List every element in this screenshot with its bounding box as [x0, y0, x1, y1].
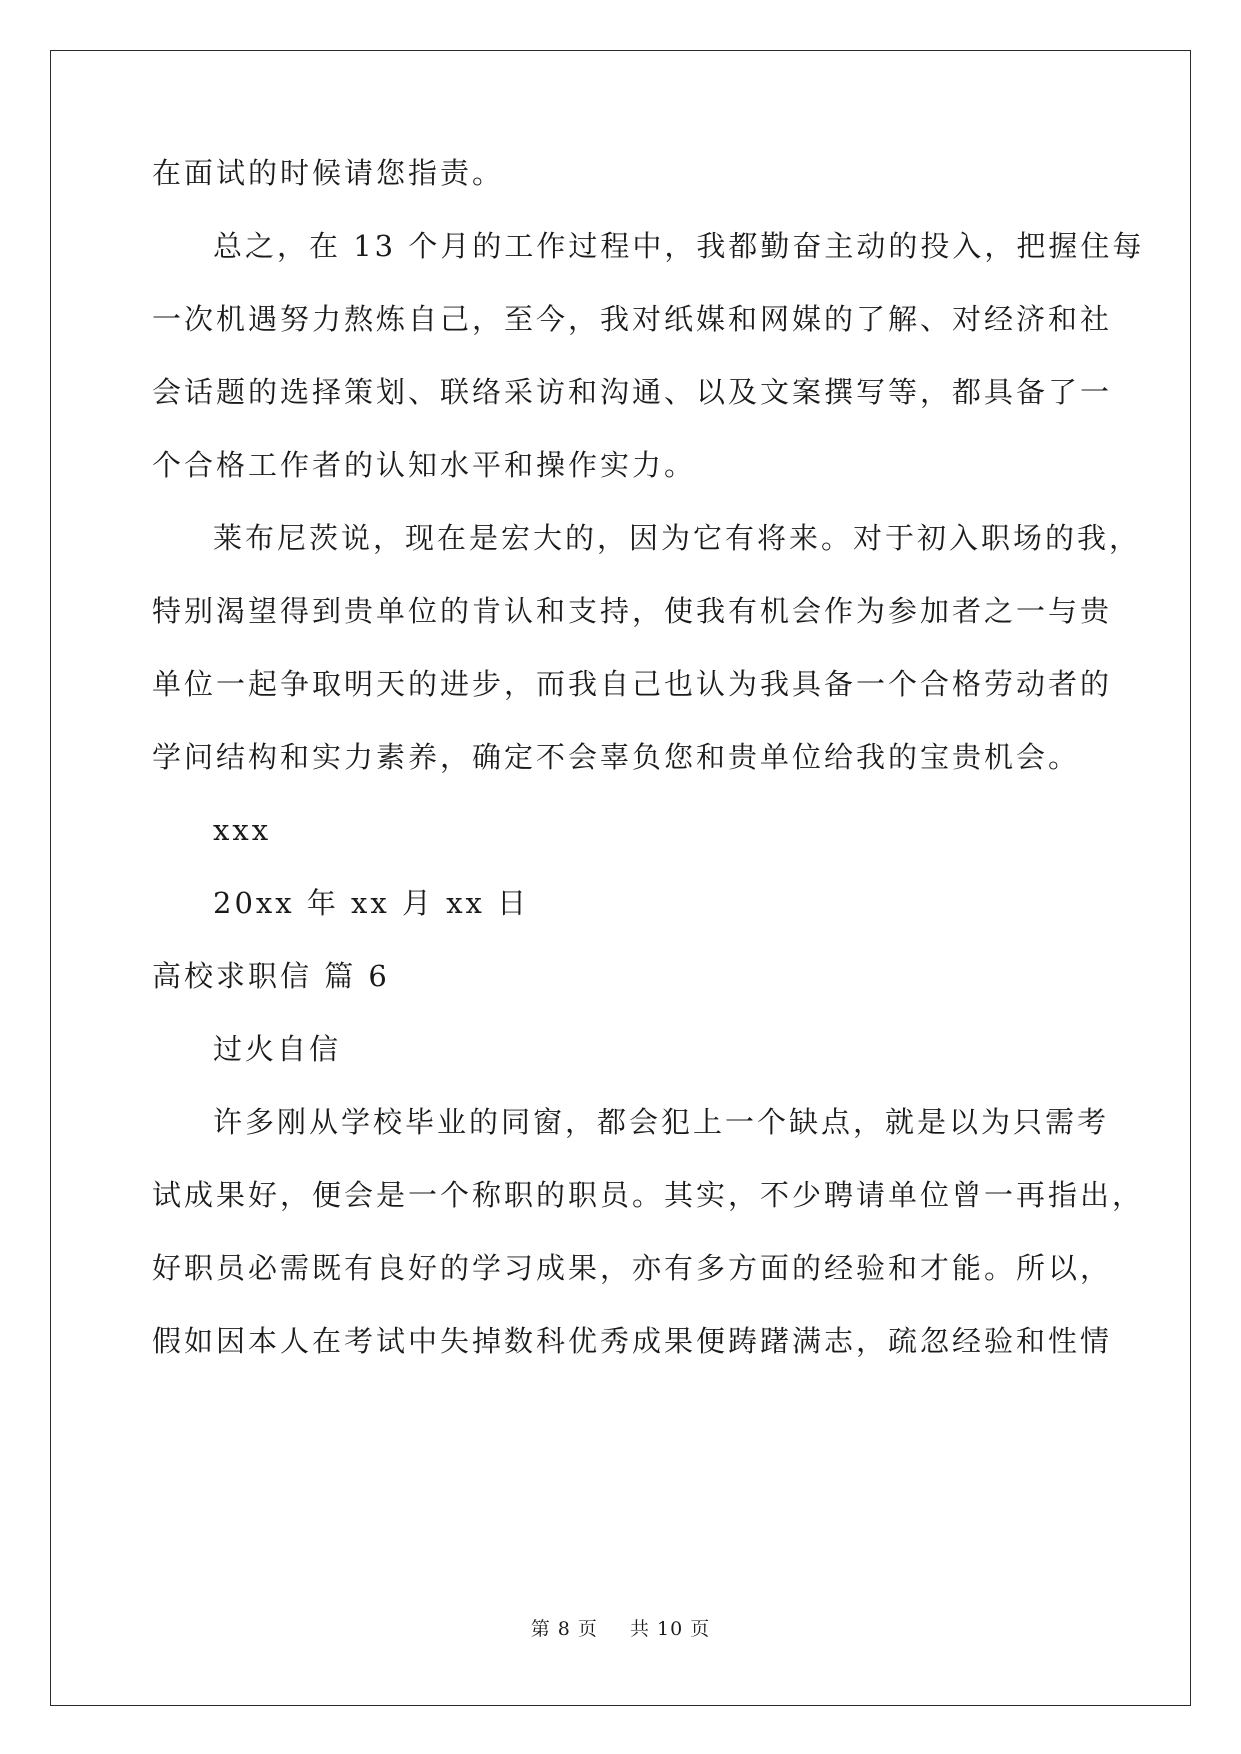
page-total: 共 10 页: [630, 1618, 711, 1640]
text-line-2: 总之，在 13 个月的工作过程中，我都勤奋主动的投入，把握住每: [213, 229, 1145, 263]
text-line-1: 在面试的时候请您指责。: [152, 156, 505, 190]
text-line-9: 学问结构和实力素养，确定不会辜负您和贵单位给我的宝贵机会。: [152, 740, 1081, 774]
page-border: [50, 50, 1191, 1706]
text-line-8: 单位一起争取明天的进步，而我自己也认为我具备一个合格劳动者的: [152, 667, 1113, 701]
subheading: 过火自信: [213, 1032, 342, 1066]
text-line-4: 会话题的选择策划、联络采访和沟通、以及文案撰写等，都具备了一: [152, 375, 1113, 409]
text-line-6: 莱布尼茨说，现在是宏大的，因为它有将来。对于初入职场的我，: [213, 521, 1142, 555]
signature-name: xxx: [213, 813, 272, 847]
text-line-16: 好职员必需既有良好的学习成果，亦有多方面的经验和才能。所以，: [152, 1251, 1113, 1285]
signature-date: 20xx 年 xx 月 xx 日: [213, 886, 530, 920]
text-line-3: 一次机遇努力熬炼自己，至今，我对纸媒和网媒的了解、对经济和社: [152, 302, 1113, 336]
section-heading: 高校求职信 篇 6: [152, 959, 390, 993]
text-line-17: 假如因本人在考试中失掉数科优秀成果便踌躇满志，疏忽经验和性情: [152, 1324, 1113, 1358]
page-footer: [0, 1614, 1241, 1641]
text-line-15: 试成果好，便会是一个称职的职员。其实，不少聘请单位曾一再指出，: [152, 1178, 1145, 1212]
page-number: 第 8 页: [530, 1618, 598, 1640]
text-line-14: 许多刚从学校毕业的同窗，都会犯上一个缺点，就是以为只需考: [213, 1105, 1110, 1139]
text-line-5: 个合格工作者的认知水平和操作实力。: [152, 448, 697, 482]
text-line-7: 特别渴望得到贵单位的肯认和支持，使我有机会作为参加者之一与贵: [152, 594, 1113, 628]
